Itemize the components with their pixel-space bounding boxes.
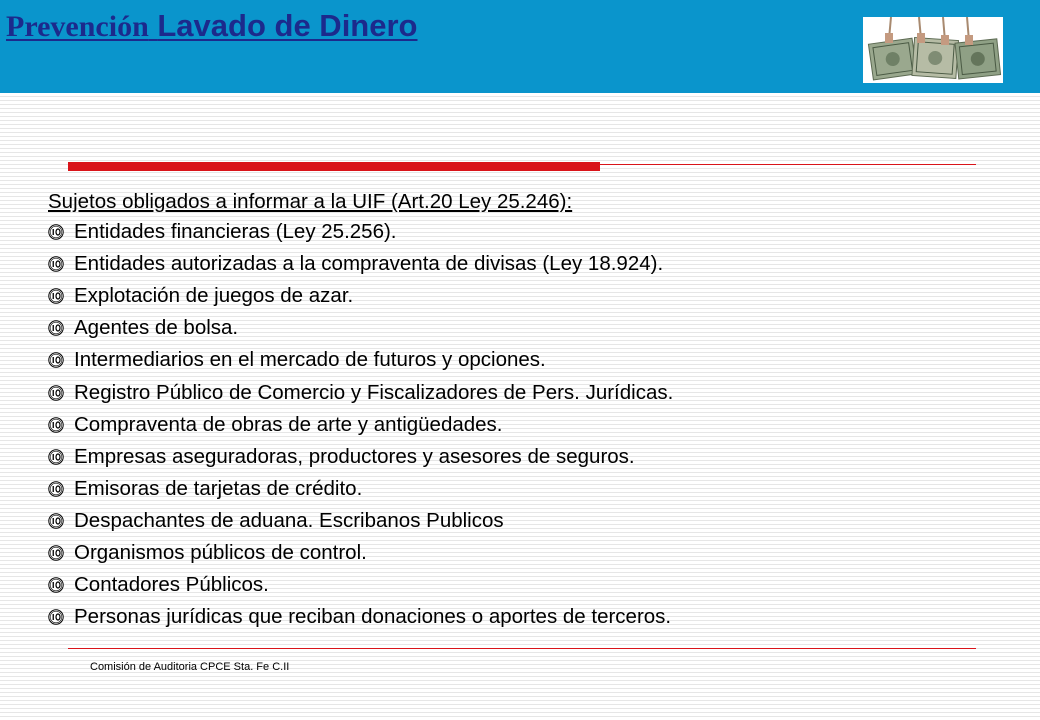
circled-ten-bullet-icon [48, 385, 64, 401]
list-item-text: Entidades autorizadas a la compraventa de divisas (Ley 18.924). [74, 252, 664, 276]
list-item-text: Explotación de juegos de azar. [74, 284, 354, 308]
section-heading: Sujetos obligados a informar a la UIF (Art.20 Ley 25.246): [48, 190, 573, 213]
list-item [48, 312, 978, 344]
list-item-text: Compraventa de obras de arte y antigüedades. [74, 412, 503, 436]
circled-ten-bullet-icon [48, 481, 64, 497]
content-block [48, 187, 978, 633]
list-item-text: Intermediarios en el mercado de futuros y opciones. [74, 348, 546, 372]
accent-bar [68, 162, 600, 171]
list-item-text: Personas jurídicas que reciban donaciones o aportes de terceros. [74, 605, 672, 629]
list-item-text: Organismos públicos de control. [74, 540, 367, 564]
circled-ten-bullet-icon [48, 545, 64, 561]
list-item [48, 409, 978, 441]
list-item [48, 537, 978, 569]
title-part-2: Lavado de Dinero [157, 8, 418, 43]
list-item-text: Empresas aseguradoras, productores y asesores de seguros. [74, 444, 635, 468]
title-part-1: Prevención [6, 10, 149, 43]
top-divider-line [600, 164, 976, 165]
obligated-subjects-list [48, 216, 978, 633]
hanging-money-image [863, 17, 1003, 83]
circled-ten-bullet-icon [48, 224, 64, 240]
list-item-text: Registro Público de Comercio y Fiscalizadores de Pers. Jurídicas. [74, 380, 674, 404]
circled-ten-bullet-icon [48, 609, 64, 625]
list-item [48, 505, 978, 537]
page-title [6, 8, 417, 44]
header-bar [0, 0, 1040, 93]
circled-ten-bullet-icon [48, 352, 64, 368]
list-item [48, 216, 978, 248]
list-item [48, 344, 978, 376]
circled-ten-bullet-icon [48, 577, 64, 593]
list-item [48, 473, 978, 505]
list-item [48, 280, 978, 312]
list-item-text: Despachantes de aduana. Escribanos Publicos [74, 508, 504, 532]
circled-ten-bullet-icon [48, 256, 64, 272]
circled-ten-bullet-icon [48, 320, 64, 336]
list-item-text: Entidades financieras (Ley 25.256). [74, 220, 397, 244]
circled-ten-bullet-icon [48, 513, 64, 529]
list-item [48, 601, 978, 633]
list-item [48, 569, 978, 601]
footer-text: Comisión de Auditoria CPCE Sta. Fe C.II [90, 661, 290, 673]
list-item [48, 376, 978, 408]
list-item [48, 441, 978, 473]
circled-ten-bullet-icon [48, 449, 64, 465]
circled-ten-bullet-icon [48, 417, 64, 433]
circled-ten-bullet-icon [48, 288, 64, 304]
list-item-text: Emisoras de tarjetas de crédito. [74, 476, 363, 500]
list-item-text: Contadores Públicos. [74, 573, 269, 597]
bottom-divider-line [68, 648, 976, 649]
list-item [48, 248, 978, 280]
list-item-text: Agentes de bolsa. [74, 316, 239, 340]
